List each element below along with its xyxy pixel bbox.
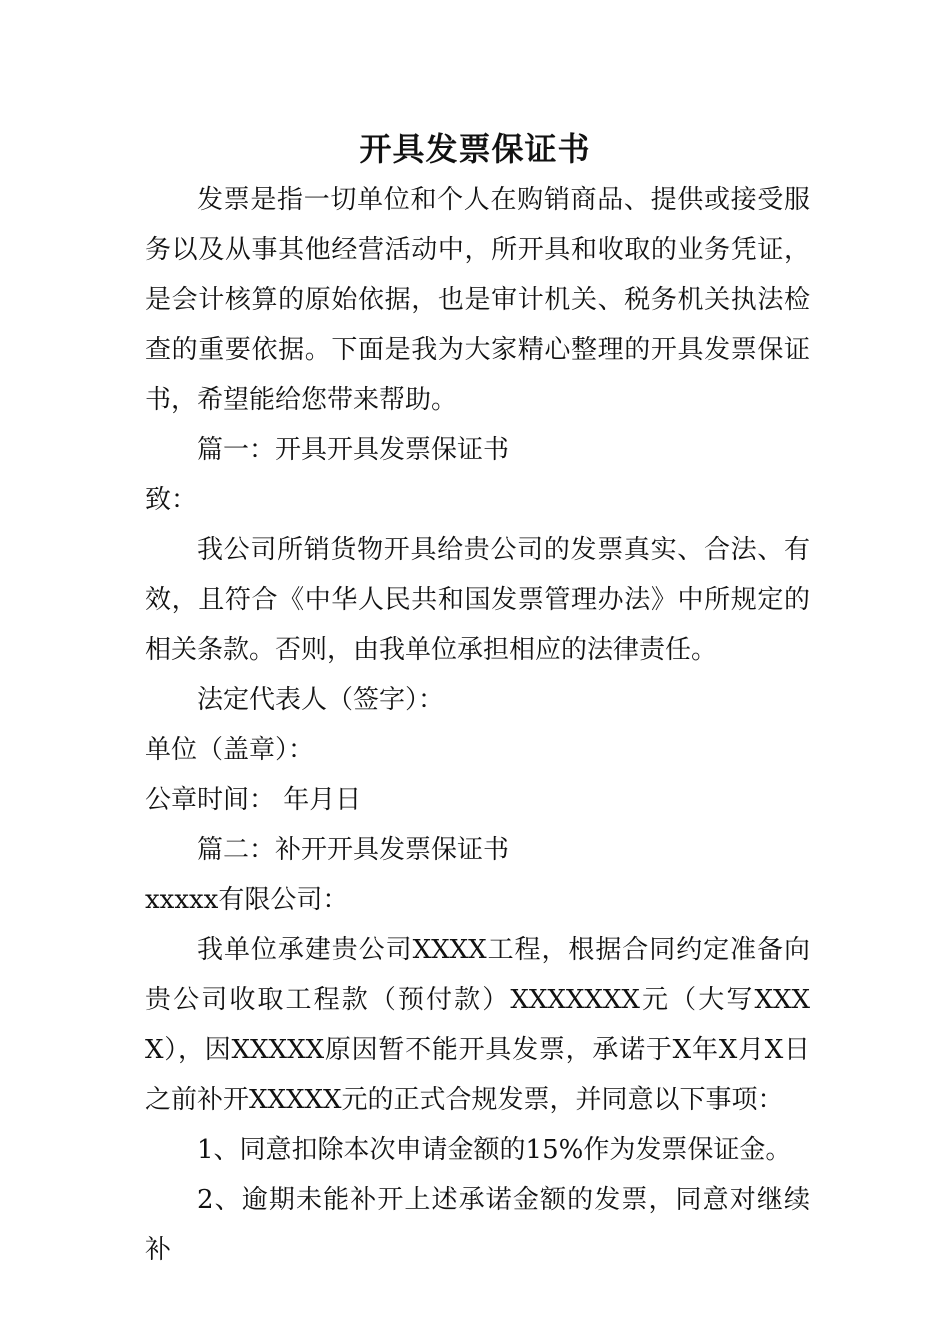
list-item-1: 1、同意扣除本次申请金额的15%作为发票保证金。 [197,1135,792,1165]
seal-date-line: 公章时间： 年月日 [145,785,362,815]
list-item-2: 2、逾期未能补开上述承诺金额的发票，同意对继续补 [145,1185,810,1265]
salutation-to: 致： [145,485,198,515]
guarantee-paragraph: 我公司所销货物开具给贵公司的发票真实、合法、有效，且符合《中华人民共和国发票管理办法》中所规定的相关条款。否则，由我单位承担相应的法律责任。 [145,535,810,665]
document-title: 开具发票保证书 [359,130,591,168]
document-body [145,175,810,1275]
commitment-paragraph: 我单位承建贵公司XXXX工程，根据合同约定准备向贵公司收取工程款（预付款）XXXXXXX元（大写XXXX），因XXXXX原因暂不能开具发票，承诺于X年X月X日之前补开XXXXX元的正式合规发票，并同意以下事项： [145,935,810,1115]
section-heading-part-one: 篇一：开具开具发票保证书 [197,435,510,465]
legal-representative-line: 法定代表人（签字）： [197,685,445,715]
company-seal-line: 单位（盖章）： [145,735,315,765]
addressee-company: xxxxx有限公司： [145,885,349,915]
intro-paragraph: 发票是指一切单位和个人在购销商品、提供或接受服务以及从事其他经营活动中，所开具和收取的业务凭证，是会计核算的原始依据，也是审计机关、税务机关执法检查的重要依据。下面是我为大家精心整理的开具发票保证书，希望能给您带来帮助。 [145,185,810,415]
section-heading-part-two: 篇二：补开开具发票保证书 [197,835,510,865]
